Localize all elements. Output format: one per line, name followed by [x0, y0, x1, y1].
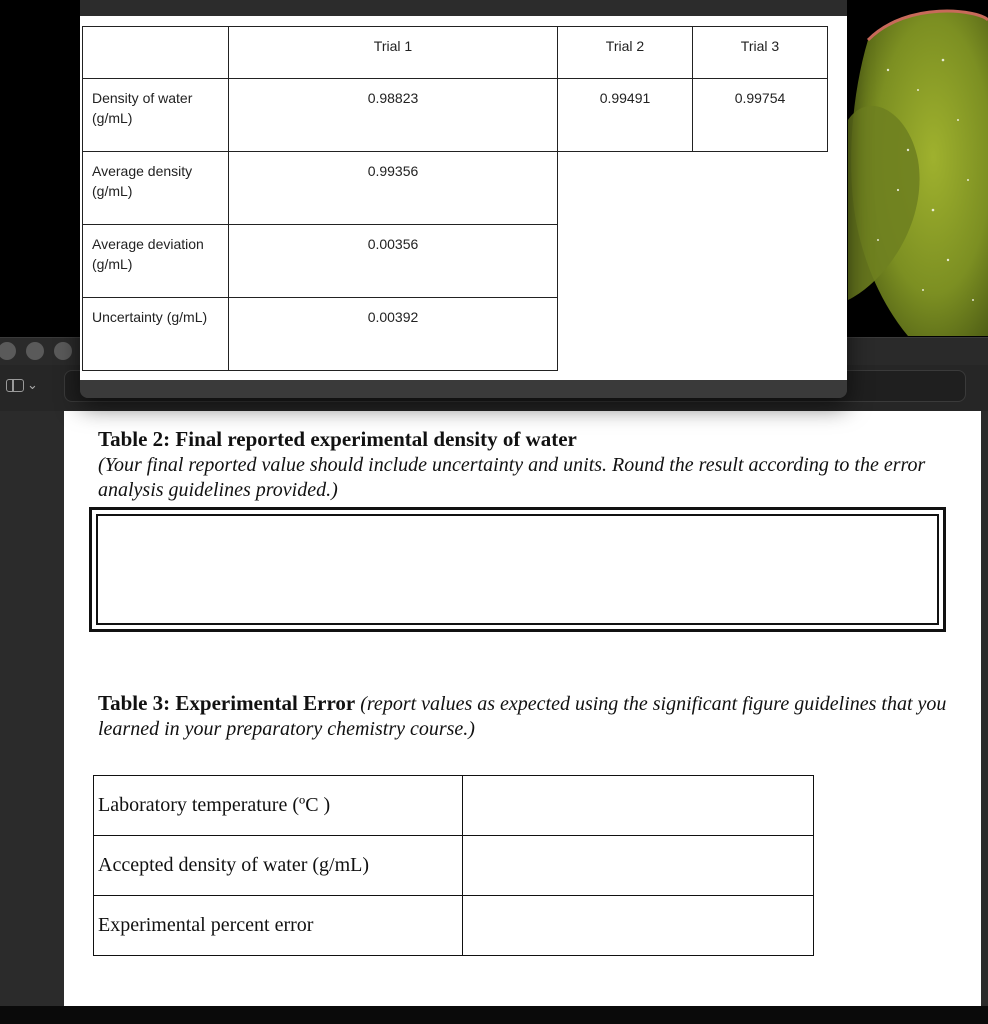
table1-value-average-deviation: 0.00356	[229, 225, 558, 298]
table1-label-uncertainty: Uncertainty (g/mL)	[83, 298, 229, 371]
table2-title: Table 2: Final reported experimental density of water	[98, 427, 577, 451]
table1-empty-area	[558, 225, 828, 298]
table-row	[83, 79, 828, 152]
table1-label-average-deviation: Average deviation (g/mL)	[83, 225, 229, 298]
table1-header-trial3: Trial 3	[693, 27, 828, 79]
table1-value-density-trial3: 0.99754	[693, 79, 828, 152]
table3-label-accepted-density: Accepted density of water (g/mL)	[94, 836, 463, 896]
table3-title: Table 3: Experimental Error	[98, 691, 356, 715]
table3-heading	[98, 691, 958, 742]
sidebar-icon	[6, 379, 24, 392]
table1-value-density-trial1: 0.98823	[229, 79, 558, 152]
table3-answer-temperature[interactable]	[463, 776, 814, 836]
table1-label-average-density: Average density (g/mL)	[83, 152, 229, 225]
table1-empty-area	[558, 298, 828, 371]
window-minimize-dot[interactable]	[26, 342, 44, 360]
table1-value-average-density: 0.99356	[229, 152, 558, 225]
bottom-bar	[0, 1006, 988, 1024]
table1-header-trial2: Trial 2	[558, 27, 693, 79]
table1-header-trial1: Trial 1	[229, 27, 558, 79]
table3-label-temperature: Laboratory temperature (ºC )	[94, 776, 463, 836]
left-sidebar	[0, 411, 64, 1006]
table2-answer-box[interactable]	[89, 507, 946, 632]
table1-value-uncertainty: 0.00392	[229, 298, 558, 371]
floating-screenshot-window[interactable]	[80, 0, 847, 398]
table1-value-density-trial2: 0.99491	[558, 79, 693, 152]
floating-window-content	[80, 16, 847, 380]
table1-empty-area	[558, 152, 828, 225]
document-page	[64, 411, 981, 1006]
window-zoom-dot[interactable]	[54, 342, 72, 360]
leaf-illustration	[848, 0, 988, 336]
leaf-photo	[848, 0, 988, 336]
table-row	[94, 776, 814, 836]
sidebar-toggle-button[interactable]	[6, 376, 46, 394]
floating-window-top-bar	[80, 0, 847, 16]
chevron-down-icon: ⌄	[27, 377, 38, 392]
table3	[93, 775, 814, 956]
table3-instructions: (report values as expected using the significant figure guidelines that you learned in your preparatory chemistry course.)	[98, 693, 947, 740]
table2-answer-field[interactable]	[96, 514, 939, 625]
table1-label-density: Density of water (g/mL)	[83, 79, 229, 152]
table-row	[94, 896, 814, 956]
table-header-row	[83, 27, 828, 79]
floating-window-bottom-bar	[80, 380, 847, 398]
table3-answer-percent-error[interactable]	[463, 896, 814, 956]
table-row	[94, 836, 814, 896]
table1	[82, 26, 828, 371]
table3-answer-accepted-density[interactable]	[463, 836, 814, 896]
table-row	[83, 152, 828, 225]
table-row	[83, 298, 828, 371]
table3-label-percent-error: Experimental percent error	[94, 896, 463, 956]
table2-instructions: (Your final reported value should include uncertainty and units. Round the result according to the error analysis guidelines provided.)	[98, 454, 926, 501]
table-row	[83, 225, 828, 298]
table1-header-blank	[83, 27, 229, 79]
right-scroll-rail	[981, 411, 988, 1006]
